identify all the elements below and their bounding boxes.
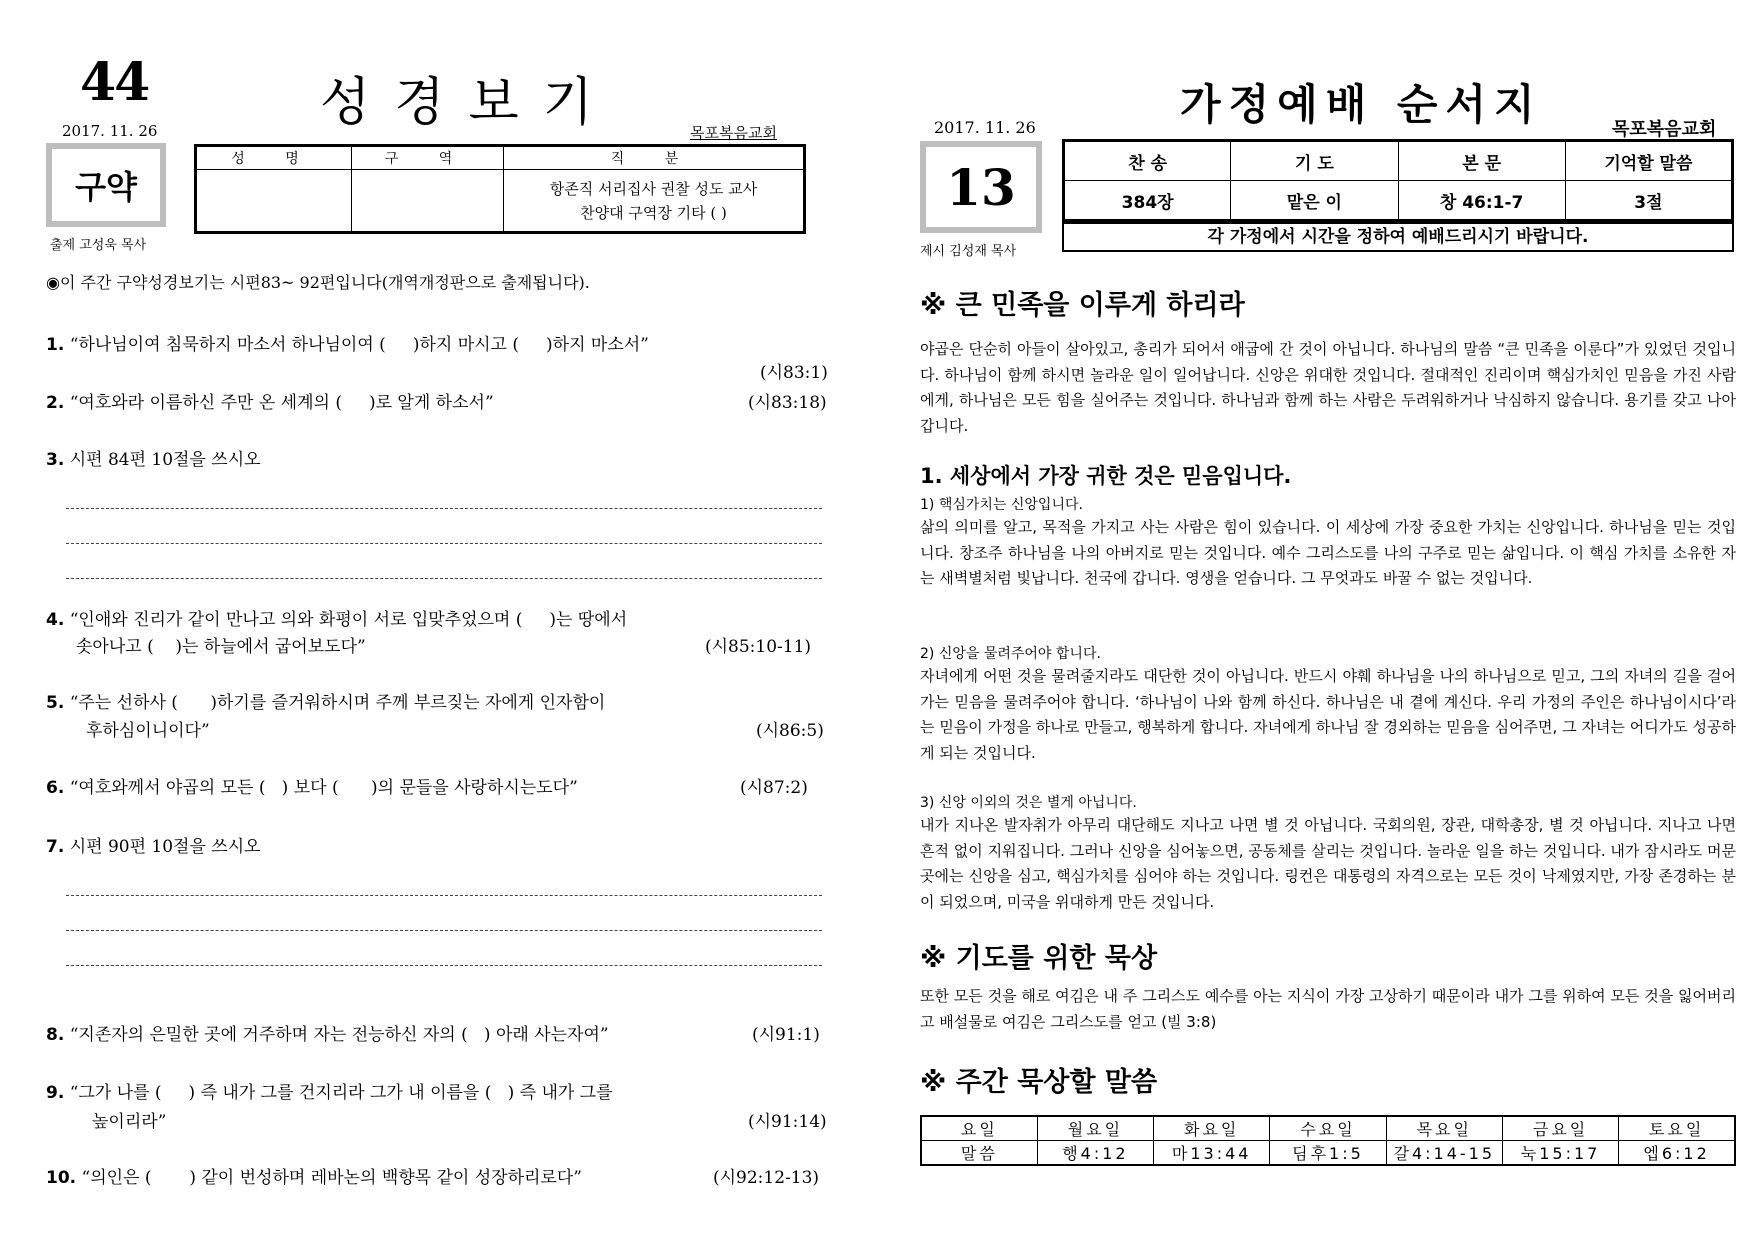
weekly-verse: 행4:12 <box>1037 1141 1153 1166</box>
name-cell[interactable] <box>196 170 352 233</box>
service-number-badge: 13 <box>920 141 1042 233</box>
question-9-ref: (시91:14) <box>748 1112 827 1132</box>
weekly-verse: 엡6:12 <box>1619 1141 1735 1166</box>
answer-line[interactable] <box>66 895 822 896</box>
position-options <box>504 170 805 233</box>
weekly-day: 목요일 <box>1386 1116 1502 1141</box>
question-2: 2. “여호와라 이름하신 주만 온 세계의 ( )로 알게 하소서” <box>46 393 494 413</box>
weekly-verse: 갈4:14-15 <box>1386 1141 1502 1166</box>
church-name-right: 목포복음교회 <box>1612 119 1717 140</box>
question-1: 1. “하나님이여 침묵하지 마소서 하나님이여 ( )하지 마시고 ( )하지 마소서” <box>46 335 649 355</box>
question-8: 8. “지존자의 은밀한 곳에 거주하며 자는 전능하신 자의 ( ) 아래 사는자여” <box>46 1025 609 1045</box>
value-hymn: 384장 <box>1064 181 1231 221</box>
question-5-cont: 후하심이니이다” <box>86 721 210 741</box>
date-right: 2017. 11. 26 <box>934 118 1036 137</box>
weekly-verse: 마13:44 <box>1154 1141 1270 1166</box>
header-memory-verse: 기억할 말씀 <box>1565 141 1732 181</box>
issue-number: 44 <box>80 52 149 113</box>
sub-1-text: 삶의 의미를 알고, 목적을 가지고 사는 사람은 힘이 있습니다. 이 세상에 가장 중요한 가치는 신앙입니다. 하나님을 믿는 것입니다. 창조주 하나님을 나의 아버지로 믿는 것입니다. 예수 그리스도를 나의 구주로 믿는 삶입니다. 이 핵심 가치를 소유한 자는 새벽별처럼 빛납니다. 천국에 갑니다. 영생을 얻습니다. 그 무엇과도 바꿀 수 없는 것입니다. <box>920 518 1736 587</box>
answer-line[interactable] <box>66 965 822 966</box>
worship-order-table <box>1062 139 1734 222</box>
weekly-day: 월요일 <box>1037 1116 1153 1141</box>
testament-badge: 구약 <box>46 143 166 227</box>
date-left: 2017. 11. 26 <box>62 122 158 140</box>
question-10-ref: (시92:12-13) <box>713 1168 820 1188</box>
point-1-title: 1. 세상에서 가장 귀한 것은 믿음입니다. <box>920 464 1292 488</box>
question-6: 6. “여호와께서 야곱의 모든 ( ) 보다 ( )의 문들을 사랑하시는도다” <box>46 778 578 798</box>
header-prayer: 기 도 <box>1231 141 1398 181</box>
answer-line[interactable] <box>66 578 822 579</box>
header-scripture: 본 문 <box>1398 141 1565 181</box>
weekly-verse: 눅15:17 <box>1502 1141 1618 1166</box>
position-options-line1: 항존직 서리집사 권찰 성도 교사 <box>549 179 758 198</box>
question-3: 3. 시편 84편 10절을 쓰시오 <box>46 450 261 470</box>
page-title-left: 성경보기 <box>320 73 617 133</box>
position-options-line2: 찬양대 구역장 기타 ( ) <box>580 203 727 222</box>
question-1-ref: (시83:1) <box>760 363 828 383</box>
author-right: 제시 김성재 목사 <box>920 244 1017 259</box>
question-7: 7. 시편 90편 10절을 쓰시오 <box>46 837 261 857</box>
value-prayer: 맡은 이 <box>1231 181 1398 221</box>
weekly-day: 수요일 <box>1270 1116 1386 1141</box>
sub-1-title: 1) 핵심가치는 신앙입니다. <box>920 497 1083 513</box>
district-cell[interactable] <box>352 170 504 233</box>
church-name-left: 목포복음교회 <box>690 124 777 142</box>
header-district: 구 역 <box>352 146 504 170</box>
weekly-verse: 딤후1:5 <box>1270 1141 1386 1166</box>
sermon-title: ※ 큰 민족을 이루게 하리라 <box>920 290 1245 321</box>
sub-2-text: 자녀에게 어떤 것을 물려줄지라도 대단한 것이 아닙니다. 반드시 야훼 하나님을 나의 하나님으로 믿고, 그의 자녀의 길을 걸어가는 믿음을 물려주어야 합니다. ‘하나님이 나와 함께 하신다. 하나님은 내 곁에 계신다. 우리 가정의 주인은 하나님이시다’라는 믿음이 가정을 하나로 만들고, 행복하게 합니다. 자녀에게 하나님 잘 경외하는 믿음을 심어주면, 그 자녀는 어디가도 성공하게 되는 것입니다. <box>920 667 1736 762</box>
answer-line[interactable] <box>66 930 822 931</box>
sermon-intro: 야곱은 단순히 아들이 살아있고, 총리가 되어서 애굽에 간 것이 아닙니다. 하나님의 말씀 “큰 민족을 이룬다”가 있었던 것입니다. 하나님이 함께 하시면 놀라운 일이 일어납니다. 신앙은 위대한 것입니다. 절대적인 진리이며 핵심가치인 믿음을 가진 사람에게, 하나님은 모든 힘을 실어주는 것입니다. 하나님과 함께 하는 사람은 두려워하거나 낙심하지 않습니다. 용기를 갖고 나아갑니다. <box>920 340 1736 435</box>
question-9: 9. “그가 나를 ( ) 즉 내가 그를 건지리라 그가 내 이름을 ( ) 즉 내가 그를 <box>46 1083 613 1103</box>
prayer-title: ※ 기도를 위한 묵상 <box>920 943 1158 974</box>
weekly-day: 요일 <box>921 1116 1037 1141</box>
sub-3-title: 3) 신앙 이외의 것은 별게 아닙니다. <box>920 795 1137 811</box>
question-5: 5. “주는 선하사 ( )하기를 즐거워하시며 주께 부르짖는 자에게 인자함이 <box>46 693 606 713</box>
author-left: 출제 고성욱 목사 <box>50 238 147 253</box>
weekly-day: 화요일 <box>1154 1116 1270 1141</box>
notice-banner: 각 가정에서 시간을 정하여 예배드리시기 바랍니다. <box>1062 222 1734 252</box>
member-info-table <box>194 144 806 234</box>
question-4: 4. “인애와 진리가 같이 만나고 의와 화평이 서로 입맞추었으며 ( )는 땅에서 <box>46 610 628 630</box>
value-scripture: 창 46:1-7 <box>1398 181 1565 221</box>
sub-2-title: 2) 신앙을 물려주어야 합니다. <box>920 646 1101 662</box>
intro-text: ◉이 주간 구약성경보기는 시편83~ 92편입니다(개역개정판으로 출제됩니다). <box>46 273 590 292</box>
weekly-title: ※ 주간 묵상할 말씀 <box>920 1067 1158 1098</box>
prayer-text: 또한 모든 것을 해로 여김은 내 주 그리스도 예수를 아는 지식이 가장 고상하기 때문이라 내가 그를 위하여 모든 것을 잃어버리고 배설물로 여김은 그리스도를 얻고 (빌 3:8) <box>920 987 1736 1031</box>
header-position: 직 분 <box>504 146 805 170</box>
sub-3-text: 내가 지나온 발자취가 아무리 대단해도 지나고 나면 별 것 아닙니다. 국회의원, 장관, 대학총장, 별 것 아닙니다. 지나고 나면 흔적 없이 지워집니다. 그러나 신앙을 심어놓으면, 공동체를 살리는 것입니다. 놀라운 일을 하는 것입니다. 내가 잠시라도 머문 곳에는 신앙을 심고, 핵심가치를 심어야 하는 것입니다. 링컨은 대통령의 자격으로는 모든 것이 낙제였지만, 가장 존경하는 분이 되었으며, 미국을 위대하게 만든 것입니다. <box>920 816 1736 911</box>
answer-line[interactable] <box>66 508 822 509</box>
weekly-day: 토요일 <box>1619 1116 1735 1141</box>
answer-line[interactable] <box>66 543 822 544</box>
question-10: 10. “의인은 ( ) 같이 번성하며 레바논의 백향목 같이 성장하리로다” <box>46 1168 582 1188</box>
question-9-cont: 높이리라” <box>92 1112 167 1132</box>
question-8-ref: (시91:1) <box>752 1025 820 1045</box>
weekly-verse-table <box>920 1115 1736 1166</box>
header-name: 성 명 <box>196 146 352 170</box>
value-memory-verse: 3절 <box>1565 181 1732 221</box>
question-4-cont: 솟아나고 ( )는 하늘에서 굽어보도다” <box>76 637 366 657</box>
weekly-verse: 말씀 <box>921 1141 1037 1166</box>
question-4-ref: (시85:10-11) <box>705 637 812 657</box>
question-6-ref: (시87:2) <box>740 778 808 798</box>
weekly-day: 금요일 <box>1502 1116 1618 1141</box>
header-hymn: 찬 송 <box>1064 141 1231 181</box>
question-5-ref: (시86:5) <box>756 721 824 741</box>
page-title-right: 가정예배 순서지 <box>1180 80 1543 129</box>
question-2-ref: (시83:18) <box>748 393 827 413</box>
